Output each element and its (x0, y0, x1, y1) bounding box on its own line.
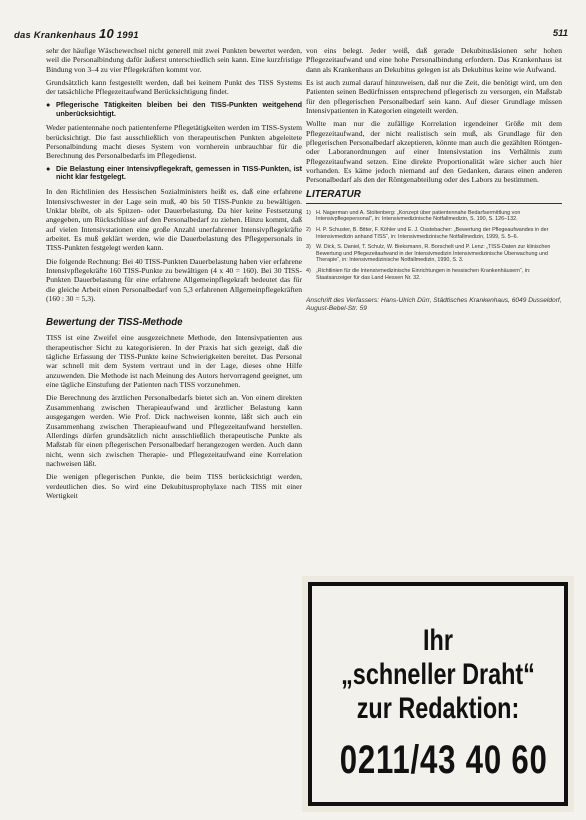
issue-year: 1991 (116, 30, 139, 41)
left-column (46, 46, 302, 816)
paragraph: Die wenigen pflegerischen Punkte, die beim TISS berücksichtigt werden, verdeutlichen dies. So wird eine Dekubitusprophylaxe nach TISS mit einer Wertigkeit (46, 472, 302, 500)
bullet-text: Pflegerische Tätigkeiten bleiben bei den TISS-Punkten weitgehend unberücksichtigt. (56, 99, 302, 118)
reference-text: „Richtlinien für die Intensivmedizinische Einrichtungen in hessischen Krankenhäusern“, in: Staatsanzeiger für das Land Hessen Nr. 32. (316, 267, 531, 281)
paragraph: Es ist auch zumal darauf hinzuweisen, daß nur die Zeit, die benötigt wird, um den Patienten seinen Bedürfnissen entsprechend pflegerisch zu versorgen, ein Maßstab für den pflegerischen Personalbedarf sein kann. Auf dieser Grundlage müssen Intensivpatienten in Kategorien eingeteilt werden. (306, 78, 562, 116)
advert-frame (308, 582, 568, 806)
literature-item (306, 268, 562, 281)
paragraph: Die folgende Rechnung: Bei 40 TISS-Punkten Dauerbelastung haben vier erfahrene Intensivpflegekräfte 160 TISS-Punkte zu bewältigen (4 x 40 = 160). Bei 30 TISS-Punkten Dauerbelastung für eine erfahrene Allgemeinpflegekraft bedeutet das für die gleiche Arbeit einen Personalbedarf von 5,3 erfahrenen Allgemeinpflegekräften (160 : 30 = 5,3). (46, 256, 302, 304)
bullet-point (46, 101, 302, 119)
literature-title: LITERATUR (306, 188, 361, 200)
paragraph: In den Richtlinien des Hessischen Sozialministers heißt es, daß eine erfahrene Intensivschwester in der Lage sein muß, 40 bis 50 TISS-Punkte zu bewältigen. Unklar bleibt, ob als Spitzen- oder Dauerbelastung. Da hier keine Festsetzung angegeben, um Rückschlüsse auf den Personalbedarf zu ziehen. Hinzu kommt, daß auf vielen Intensivstationen eine große Anzahl unerfahrener Intensivpflegekräfte arbeitet. Es muß geklärt werden, wie die Dauerbelastung des Pflegepersonals in TISS-Punkten festgelegt werden kann. (46, 187, 302, 253)
literature-list (306, 210, 562, 281)
journal-header (14, 26, 139, 41)
reference-number: 3) (306, 244, 311, 251)
section-title: Bewertung der TISS-Methode (46, 317, 183, 329)
advert-line: Ihr (423, 624, 453, 657)
bullet-text: Die Belastung einer Intensivpflegekraft, gemessen in TISS-Punkten, ist nicht klar festgelegt. (56, 163, 302, 182)
journal-name: das Krankenhaus (14, 30, 97, 41)
reference-text: W. Dick, S. Daniel, T. Schulz, W. Bieksmann, R. Borschelt und P. Lenz: „TISS-Daten zur klinischen Bewertung und Pflegezeitaufwand in der Intensivmedizin Intensivmedizinische Überwachung und Therapie“, in: Intensivmedizinische Notfallmedizin, 1990, S. 3. (316, 244, 551, 264)
literature-item (306, 210, 562, 223)
bullet-point (46, 165, 302, 183)
paragraph: von eins belegt. Jeder weiß, daß gerade Dekubitusläsionen sehr hohen Pflegezeitaufwand und eine hohe Personalbindung erfordern. Das Krankenhaus ist dann als Krankenhaus an Dekubitus gelegen ist als Dekubitus keine wie Aufwand. (306, 46, 562, 74)
advert-phone-number: 0211/43 40 60 (339, 738, 548, 782)
paragraph: TISS ist eine Zweifel eine ausgezeichnete Methode, den Intensivpatienten aus therapeutischer Sicht zu kategorisieren. In der Praxis hat sich gezeigt, daß die tägliche Erfassung der TISS-Punkte keine Schwierigkeiten bereitet. Das Personal war schnell mit dem System vertraut und in der Lage, dieses ohne Hilfe anzuwenden. Die Methode ist nach Meinung des Autors hervorragend geeignet, um eine tägliche Einstufung der Patienten nach TISS vorzunehmen. (46, 333, 302, 390)
literature-item (306, 227, 562, 240)
advert-line: „schneller Draht“ (341, 658, 535, 691)
issue-number: 10 (99, 26, 114, 41)
paragraph: Weder patientennahe noch patientenferne Pflegetätigkeiten werden im TISS-System berücksichtigt. Die fast ausschließlich von therapeutischen Punkten abgeleitete Personalbindung macht dieses System von vornherein unbrauchbar für die Berechnung des Personalbedarfs im Pflegedienst. (46, 123, 302, 161)
advert-line: zur Redaktion: (356, 692, 520, 725)
editorial-hotline-advert (302, 576, 574, 812)
reference-text: H. Nagerman und A. Stoltenberg: „Konzept über patientennahe Bedarfsermittlung von Intensivpflegepersonal“, in: Intensivmedizinische Notfallmedizin, S. 190, S. 126–132. (316, 209, 521, 223)
paragraph: sehr der häufige Wäschewechsel nicht generell mit zwei Punkten bewertet werden, weil die Personalbindung dafür äußerst unterschiedlich sein kann. Eine kurzfristige Bindung von 3–4 zu vier Pflegekräften kommt vor. (46, 46, 302, 74)
paragraph: Grundsätzlich kann festgestellt werden, daß bei keinem Punkt des TISS Systems der tatsächliche Pflegezeitaufwand Berücksichtigung findet. (46, 78, 302, 97)
divider (306, 203, 562, 204)
bullet-icon: ● (46, 163, 51, 173)
reference-text: H. P. Schuster, B. Bitter, F. Köhler und E. J. Osstebacher: „Bewertung der Pflegeaufwandes in der Intensivmedizin anhand TISS“, in: Intensivmedizinische Notfallmedizin, 1999, S. 5–6. (316, 227, 549, 240)
author-address: Anschrift des Verfassers: Hans-Ulrich Dürr, Städtisches Krankenhaus, 6049 Dusseldorf, August-Bebel-Str. 59 (306, 297, 562, 313)
bullet-icon: ● (46, 99, 51, 109)
reference-number: 2) (306, 227, 311, 233)
reference-number: 1) (306, 209, 311, 216)
page-number: 511 (552, 28, 568, 39)
paragraph: Die Berechnung des ärztlichen Personalbedarfs bietet sich an. Von einem direkten Zusammenhang zwischen Therapieaufwand und ärztlicher Belastung kann ausgegangen werden. Wie Prof. Dick nachweisen konnte, läßt sich auch ein Zusammenhang zwischen Therapieaufwand und Pflegezeitaufwand herstellen. Allerdings dürfen grundsätzlich nicht ausschließlich therapeutische Punkte als Maßstab für einen pflegerischen Personalbedarf herangezogen werden. Auch dann nicht, wenn sich zwischen Therapie- und Pflegezeitaufwand eine Korrelation nachweisen läßt. (46, 393, 302, 468)
reference-number: 4) (306, 267, 311, 274)
literature-item (306, 244, 562, 264)
page-header (0, 0, 586, 40)
paragraph: Wollte man nur die zufällige Korrelation irgendeiner Größe mit dem Pflegezeitaufwand, der nicht realistisch sein muß, als Grundlage für den pflegerischen Personalbedarf akzeptieren, könnte man auch die gezählten Röntgen- oder Laboranordnungen auf einer Intensivstation ins Verhältnis zum Pflegezeitaufwand setzen. Eine direkte Proportionalität wäre sicher auch hier vorhanden. Es käme jedoch niemand auf den Gedanken, daraus einen anderen Personalbedarf als den der Röntgenabteilung oder des Labors zu bestimmen. (306, 119, 562, 185)
